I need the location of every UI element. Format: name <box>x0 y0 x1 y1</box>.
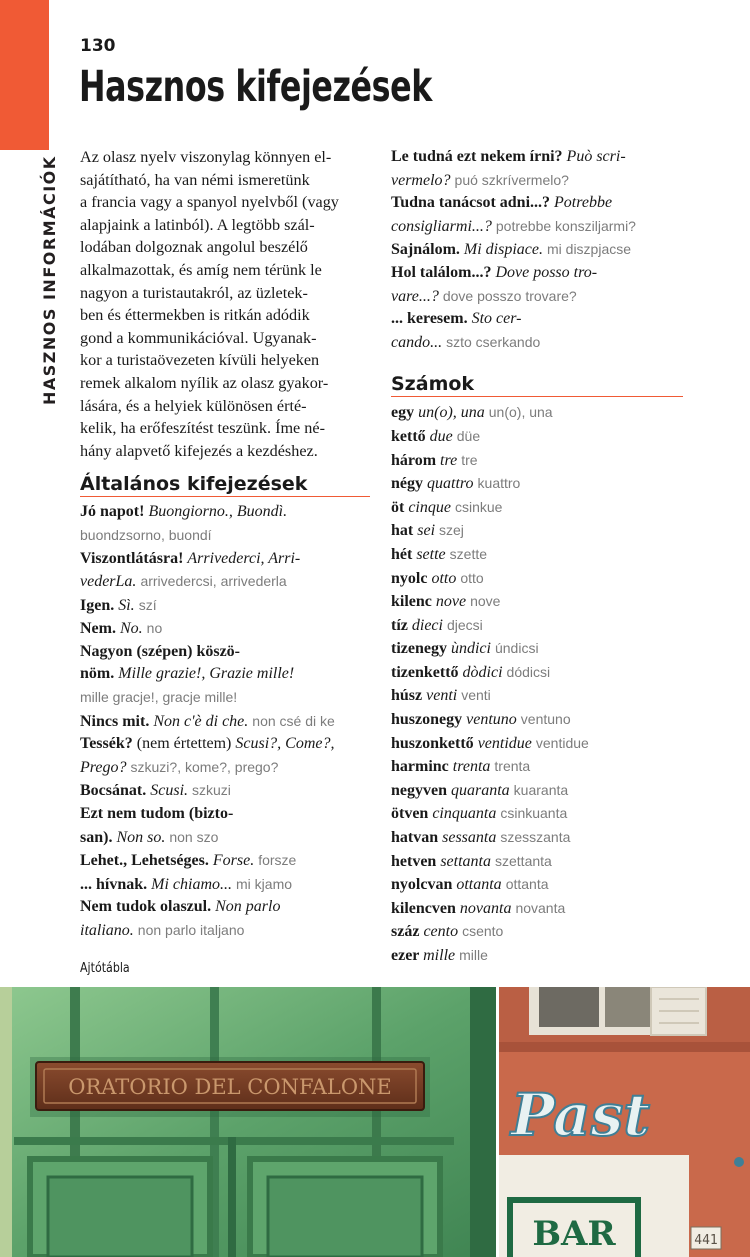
pronunciation: szí <box>138 596 157 613</box>
number-entry <box>391 708 683 732</box>
phrase-line <box>80 686 370 710</box>
hungarian-number: ötven <box>391 805 433 823</box>
number-entry <box>391 496 683 520</box>
phrase-line <box>391 215 683 239</box>
number-line <box>391 779 683 803</box>
pronunciation: non szo <box>169 828 219 845</box>
phrase-entry <box>80 617 370 641</box>
hungarian-number: nyolc <box>391 569 432 587</box>
pronunciation: szkuzi <box>192 782 231 799</box>
photo-credit-number: 441 <box>694 1233 718 1248</box>
pronunciation: ventuno <box>520 711 571 728</box>
pronunciation: szej <box>439 522 464 539</box>
number-entry <box>391 850 683 874</box>
phrase-line <box>391 192 683 215</box>
number-line <box>391 897 683 921</box>
pronunciation: mi diszpjacse <box>547 241 632 258</box>
number-line <box>391 425 683 449</box>
hungarian-phrase: Bocsánat. <box>80 782 151 800</box>
phrase-line <box>80 548 370 571</box>
hungarian-phrase: Jó napot! <box>80 503 149 521</box>
italian-phrase: Dove posso tro- <box>495 263 598 281</box>
intro-line: gond a kommunikációval. Ugyanak- <box>80 328 317 347</box>
right-column <box>391 146 683 968</box>
pronunciation: potrebbe konsziljarmi? <box>495 217 636 234</box>
pronunciation: forsze <box>258 852 297 869</box>
page-number: 130 <box>80 36 116 56</box>
italian-number: mille <box>423 947 460 964</box>
hungarian-number: harminc <box>391 758 453 776</box>
number-entry <box>391 519 683 543</box>
pronunciation: otto <box>460 569 484 586</box>
italian-number: novanta <box>459 899 516 917</box>
phrase-line <box>391 146 683 169</box>
number-line <box>391 472 683 496</box>
section-heading-general: Általános kifejezések <box>80 473 370 497</box>
italian-phrase: consigliarmi...? <box>391 217 496 235</box>
hungarian-number: kilenc <box>391 593 436 611</box>
number-line <box>391 920 683 944</box>
italian-phrase: Scusi?, Come?, <box>235 735 335 753</box>
number-entry <box>391 944 683 968</box>
intro-line: ben és éttermekben is ritkán adódik <box>80 306 310 325</box>
pronunciation: non csé di ke <box>252 712 335 729</box>
italian-phrase: No. <box>119 620 147 638</box>
italian-number: due <box>429 427 457 445</box>
intro-line: a francia vagy a spanyol nyelvből (vagy <box>80 193 339 212</box>
hungarian-number: tizenkettő <box>391 663 463 681</box>
italian-phrase: Forse. <box>212 852 259 870</box>
hungarian-number: tíz <box>391 616 412 634</box>
italian-phrase: Arrivederci, Arri- <box>187 549 301 567</box>
intro-line: remek alkalom nyílik az olasz gyakor- <box>80 373 329 392</box>
phrase-entry <box>80 733 370 779</box>
hungarian-phrase: Nagyon (szépen) köszö- <box>80 642 240 660</box>
number-line <box>391 755 683 779</box>
hungarian-phrase: ... hívnak. <box>80 875 152 893</box>
hungarian-phrase: Sajnálom. <box>391 241 464 259</box>
phrase-entry <box>80 803 370 849</box>
hungarian-number: negyven <box>391 781 451 799</box>
italian-phrase: Sì. <box>118 596 139 614</box>
number-entry <box>391 897 683 921</box>
number-entry <box>391 684 683 708</box>
number-line <box>391 567 683 591</box>
hungarian-phrase: Nincs mit. <box>80 712 154 730</box>
hungarian-phrase: Nem tudok olaszul. <box>80 898 216 916</box>
phrase-entry <box>80 501 370 547</box>
hungarian-number: húsz <box>391 687 427 705</box>
hungarian-phrase: nöm. <box>80 665 119 683</box>
italian-phrase: Mi chiamo... <box>151 875 237 893</box>
phrase-entry <box>391 262 683 308</box>
italian-number: venti <box>426 687 462 705</box>
number-entry <box>391 732 683 756</box>
number-line <box>391 519 683 543</box>
hungarian-phrase: Ezt nem tudom (bizto- <box>80 805 234 823</box>
hungarian-number: száz <box>391 923 424 941</box>
hungarian-phrase: Nem. <box>80 620 120 638</box>
pronunciation: mi kjamo <box>236 875 293 892</box>
pronunciation: buondzsorno, buondí <box>80 526 212 543</box>
number-line <box>391 826 683 850</box>
italian-number: ventuno <box>466 711 521 729</box>
pronunciation: kuattro <box>477 475 521 492</box>
italian-phrase: italiano. <box>80 922 138 939</box>
italian-number: quattro <box>427 475 478 493</box>
italian-number: nove <box>435 593 471 611</box>
page-title: Hasznos kifejezések <box>79 62 432 112</box>
italian-number: ùndici <box>450 640 495 658</box>
italian-phrase: cando... <box>391 333 447 351</box>
intro-line: nagyon a turistautakról, az üzletek- <box>80 283 308 302</box>
phrase-entry <box>391 192 683 238</box>
number-entry <box>391 755 683 779</box>
hungarian-number: három <box>391 451 441 469</box>
number-entry <box>391 779 683 803</box>
intro-line: alapjaink a latinból). A legtöbb szál- <box>80 215 315 234</box>
section-tab <box>0 0 49 150</box>
pronunciation: dove posszo trovare? <box>442 287 577 304</box>
italian-number: sessanta <box>442 829 501 847</box>
hungarian-phrase: Hol találom...? <box>391 263 496 281</box>
pronunciation: no <box>146 620 163 637</box>
general-phrases-list <box>80 501 370 942</box>
italian-number: ventidue <box>477 734 536 752</box>
italian-phrase: Non c'è di che. <box>153 712 253 730</box>
number-entry <box>391 661 683 685</box>
hungarian-number: kilencven <box>391 899 460 917</box>
phrase-line <box>80 919 370 943</box>
hungarian-number: huszonkettő <box>391 734 478 752</box>
intro-line: hány alapvető kifejezés a kezdéshez. <box>80 441 318 460</box>
intro-line: lodában dolgoznak angolul beszélő <box>80 238 308 257</box>
hungarian-phrase: Igen. <box>80 596 119 614</box>
number-line <box>391 496 683 520</box>
hungarian-number: kettő <box>391 427 430 445</box>
italian-phrase: vederLa. <box>80 573 141 591</box>
phrase-entry <box>391 238 683 262</box>
number-entry <box>391 637 683 661</box>
number-line <box>391 661 683 685</box>
italian-phrase: Buongiorno., Buondì. <box>148 503 288 521</box>
hungarian-phrase: Tudna tanácsot adni...? <box>391 194 555 212</box>
number-line <box>391 944 683 968</box>
phrase-entry <box>80 849 370 873</box>
phrase-line <box>80 570 370 594</box>
italian-number: sei <box>417 522 440 540</box>
number-line <box>391 802 683 826</box>
italian-number: quaranta <box>451 781 514 799</box>
number-entry <box>391 614 683 638</box>
phrase-line <box>80 501 370 524</box>
pronunciation: tre <box>461 451 478 468</box>
pronunciation: szette <box>449 545 488 562</box>
italian-phrase: Potrebbe <box>554 194 613 212</box>
hungarian-number: hatvan <box>391 829 443 847</box>
phrase-line <box>80 779 370 803</box>
hungarian-note: (nem értettem) <box>136 735 236 753</box>
phrase-entry <box>391 308 683 354</box>
phrase-line <box>80 710 370 734</box>
phrase-entry <box>80 594 370 618</box>
pronunciation: csinkuanta <box>500 805 568 822</box>
pronunciation: szkuzi?, kome?, prego? <box>130 758 279 775</box>
italian-phrase: Non parlo <box>215 898 281 916</box>
phrase-entry <box>80 779 370 803</box>
phrase-line <box>391 285 683 309</box>
number-line <box>391 684 683 708</box>
hungarian-number: huszonegy <box>391 711 467 729</box>
italian-number: dòdici <box>462 663 507 681</box>
italian-number: tre <box>440 451 462 469</box>
pronunciation: puó szkrívermelo? <box>454 171 569 188</box>
pronunciation: venti <box>461 687 491 704</box>
italian-phrase: Sto cer- <box>471 310 522 328</box>
pronunciation: arrivedercsi, arrivederla <box>140 573 287 590</box>
phrase-line <box>80 641 370 664</box>
number-line <box>391 543 683 567</box>
intro-paragraph <box>80 146 370 462</box>
left-column <box>80 146 370 943</box>
pronunciation: szto cserkando <box>446 333 541 350</box>
number-entry <box>391 873 683 897</box>
italian-phrase: vare...? <box>391 287 443 305</box>
number-entry <box>391 826 683 850</box>
phrase-entry <box>80 873 370 897</box>
italian-number: otto <box>431 569 461 587</box>
numbers-list <box>391 401 683 967</box>
hungarian-phrase: Viszontlátásra! <box>80 549 188 567</box>
number-entry <box>391 401 683 425</box>
number-line <box>391 732 683 756</box>
number-entry <box>391 425 683 449</box>
pronunciation: nove <box>470 593 501 610</box>
italian-number: cinque <box>408 498 455 516</box>
number-line <box>391 590 683 614</box>
intro-line: lására, és a helyiek különösen érté- <box>80 396 307 415</box>
number-entry <box>391 567 683 591</box>
number-line <box>391 708 683 732</box>
number-line <box>391 449 683 473</box>
phrase-line <box>391 238 683 262</box>
door-sign-text: ORATORIO DEL CONFALONE <box>68 1075 392 1099</box>
pronunciation: un(o), una <box>488 404 553 421</box>
hungarian-phrase: Tessék? <box>80 735 137 753</box>
phrase-line <box>80 803 370 826</box>
italian-number: cinquanta <box>432 805 501 823</box>
pronunciation: djecsi <box>446 616 483 633</box>
phrase-entry <box>80 710 370 734</box>
hungarian-number: négy <box>391 475 427 493</box>
italian-number: dieci <box>411 616 447 634</box>
intro-line: kor a turistaövezeten kívüli helyeken <box>80 351 320 370</box>
italian-phrase: Mi dispiace. <box>463 241 547 259</box>
phrase-line <box>80 849 370 873</box>
italian-phrase: Scusi. <box>150 782 193 800</box>
hungarian-phrase: san). <box>80 828 117 846</box>
hungarian-number: ezer <box>391 947 424 964</box>
phrase-line <box>80 733 370 756</box>
phrase-line <box>391 331 683 355</box>
number-line <box>391 401 683 425</box>
phrase-line <box>80 896 370 919</box>
phrase-line <box>391 169 683 193</box>
photo-caption: Ajtótábla <box>80 961 130 976</box>
bar-sign-text: BAR <box>532 1214 616 1254</box>
section-side-label: HASZNOS INFORMÁCIÓK <box>40 155 59 405</box>
intro-line: Az olasz nyelv viszonylag könnyen el- <box>80 148 332 166</box>
number-entry <box>391 543 683 567</box>
hungarian-number: öt <box>391 498 409 516</box>
hungarian-number: egy <box>391 404 419 422</box>
pronunciation: mille gracje!, gracje mille! <box>80 689 238 706</box>
door-sign-photo <box>0 987 496 1257</box>
intro-line: sajátítható, ha van némi ismeretünk <box>80 170 310 189</box>
number-line <box>391 614 683 638</box>
phrase-entry <box>80 548 370 594</box>
italian-phrase: Prego? <box>80 758 131 776</box>
number-entry <box>391 590 683 614</box>
section-heading-numbers: Számok <box>391 373 683 397</box>
pasticceria-sign-text: Past <box>511 1081 651 1149</box>
pronunciation: csinkue <box>454 498 503 515</box>
pronunciation: dódicsi <box>506 663 551 680</box>
pronunciation: szettanta <box>495 852 552 869</box>
pronunciation: úndicsi <box>494 640 539 657</box>
phrase-entry <box>80 641 370 710</box>
italian-phrase: vermelo? <box>391 171 455 189</box>
pronunciation: düe <box>456 427 481 444</box>
phrase-line <box>391 262 683 285</box>
hungarian-phrase: Lehet., Lehetséges. <box>80 852 213 870</box>
number-entry <box>391 472 683 496</box>
italian-number: sette <box>416 545 450 563</box>
pronunciation: csento <box>462 923 504 940</box>
pronunciation: trenta <box>494 758 531 775</box>
number-entry <box>391 920 683 944</box>
italian-number: ottanta <box>456 876 506 894</box>
phrase-entry <box>391 146 683 192</box>
hungarian-number: hetven <box>391 852 441 870</box>
italian-number: cento <box>423 923 463 941</box>
phrase-line <box>80 663 370 686</box>
hungarian-phrase: Le tudná ezt nekem írni? <box>391 148 567 165</box>
pronunciation: szesszanta <box>500 829 571 846</box>
italian-phrase: Non so. <box>116 828 170 846</box>
italian-number: trenta <box>452 758 495 776</box>
phrase-line <box>80 617 370 641</box>
phrase-line <box>80 756 370 780</box>
number-line <box>391 637 683 661</box>
pronunciation: novanta <box>515 899 566 916</box>
number-line <box>391 873 683 897</box>
hungarian-number: hét <box>391 545 417 563</box>
pronunciation: kuaranta <box>513 781 569 798</box>
number-entry <box>391 802 683 826</box>
phrase-line <box>80 873 370 897</box>
pronunciation: mille <box>459 947 488 963</box>
phrase-entry <box>80 896 370 942</box>
hungarian-number: tizenegy <box>391 640 451 658</box>
intro-line: alkalmazottak, és amíg nem térünk le <box>80 260 322 279</box>
number-entry <box>391 449 683 473</box>
phrase-line <box>80 524 370 548</box>
phrase-line <box>80 826 370 850</box>
more-phrases-list <box>391 146 683 354</box>
pronunciation: non parlo italjano <box>137 922 245 938</box>
italian-phrase: Mille grazie!, Grazie mille! <box>118 665 295 683</box>
number-line <box>391 850 683 874</box>
italian-number: un(o), una <box>418 404 489 422</box>
hungarian-number: nyolcvan <box>391 876 457 894</box>
italian-phrase: Può scri- <box>566 148 626 165</box>
pasticceria-sign-photo <box>499 987 750 1257</box>
pronunciation: ottanta <box>505 876 549 893</box>
pronunciation: ventidue <box>535 734 589 751</box>
hungarian-phrase: ... keresem. <box>391 310 472 328</box>
phrase-line <box>80 594 370 618</box>
italian-number: settanta <box>440 852 495 870</box>
phrase-line <box>391 308 683 331</box>
hungarian-number: hat <box>391 522 418 540</box>
intro-line: kelik, ha erőfeszítést teszünk. Íme né- <box>80 419 325 438</box>
